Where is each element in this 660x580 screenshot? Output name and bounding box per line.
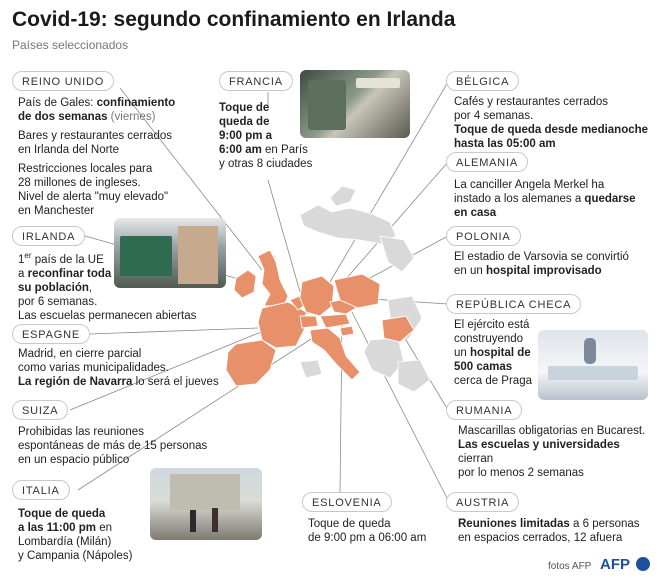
map-spain	[226, 340, 276, 386]
photo-milan-square	[150, 468, 262, 540]
page-title: Covid-19: segundo confinamiento en Irlanda	[12, 8, 456, 31]
label-francia: FRANCIA	[219, 71, 293, 91]
map-germany	[300, 276, 334, 316]
label-eslovenia: ESLOVENIA	[302, 492, 392, 512]
page-subtitle: Países seleccionados	[12, 38, 129, 52]
photo-field-hospital	[538, 330, 648, 400]
label-reino-unido: REINO UNIDO	[12, 71, 114, 91]
text-espagne: Madrid, en cierre parcial como varias municipalidades. La región de Navarra lo será el jueves	[18, 348, 219, 388]
text-italia: Toque de queda a las 11:00 pm en Lombardía (Milán) y Campania (Nápoles)	[18, 508, 133, 562]
label-rumania: RUMANIA	[446, 400, 522, 420]
label-austria: AUSTRIA	[446, 492, 519, 512]
afp-logo-circle	[636, 557, 650, 571]
label-alemania: ALEMANIA	[446, 152, 528, 172]
label-irlanda: IRLANDA	[12, 226, 85, 246]
text-francia: Toque de queda de 9:00 pm a 6:00 am en París y otras 8 ciudades	[219, 102, 313, 170]
label-polonia: POLONIA	[446, 226, 521, 246]
label-italia: ITALIA	[12, 480, 70, 500]
photo-credit: fotos AFP	[548, 561, 592, 572]
text-irlanda: 1er país de la UE a reconfinar toda su población, por 6 semanas. Las escuelas permanecen abiertas	[18, 251, 197, 322]
text-alemania: La canciller Angela Merkel ha instado a los alemanes a quedarse en casa	[454, 179, 636, 219]
label-espagne: ESPAGNE	[12, 324, 90, 344]
text-reino-unido: País de Gales: confinamiento de dos semanas (viernes) Bares y restaurantes cerrados en Irlanda del Norte Restricciones locales para 28 millones de ingleses. Nivel de alerta "muy elevado" en Manchester	[18, 97, 176, 217]
text-austria: Reuniones limitadas a 6 personas en espacios cerrados, 12 afuera	[458, 518, 640, 544]
map-switzerland	[300, 316, 318, 328]
map-austria	[320, 314, 350, 328]
text-eslovenia: Toque de queda de 9:00 pm a 06:00 am	[308, 518, 427, 544]
map-slovenia	[340, 326, 354, 336]
label-republica-checa: REPÚBLICA CHECA	[446, 294, 581, 314]
text-polonia: El estadio de Varsovia se convirtió en un hospital improvisado	[454, 251, 629, 277]
map-uk	[258, 250, 288, 306]
text-republica-checa: El ejército está construyendo un hospital de 500 camas cerca de Praga	[454, 319, 532, 387]
afp-logo: AFP	[600, 556, 650, 573]
map-ireland	[234, 270, 256, 298]
text-suiza: Prohibidas las reuniones espontáneas de más de 15 personas en un espacio público	[18, 426, 208, 466]
label-suiza: SUIZA	[12, 400, 68, 420]
text-rumania: Mascarillas obligatorias en Bucarest. Las escuelas y universidades cierran por lo menos 2 semanas	[458, 425, 646, 479]
text-belgica: Cafés y restaurantes cerrados por 4 semanas. Toque de queda desde medianoche hasta las 05:00 am	[454, 96, 649, 150]
label-belgica: BÉLGICA	[446, 71, 519, 91]
